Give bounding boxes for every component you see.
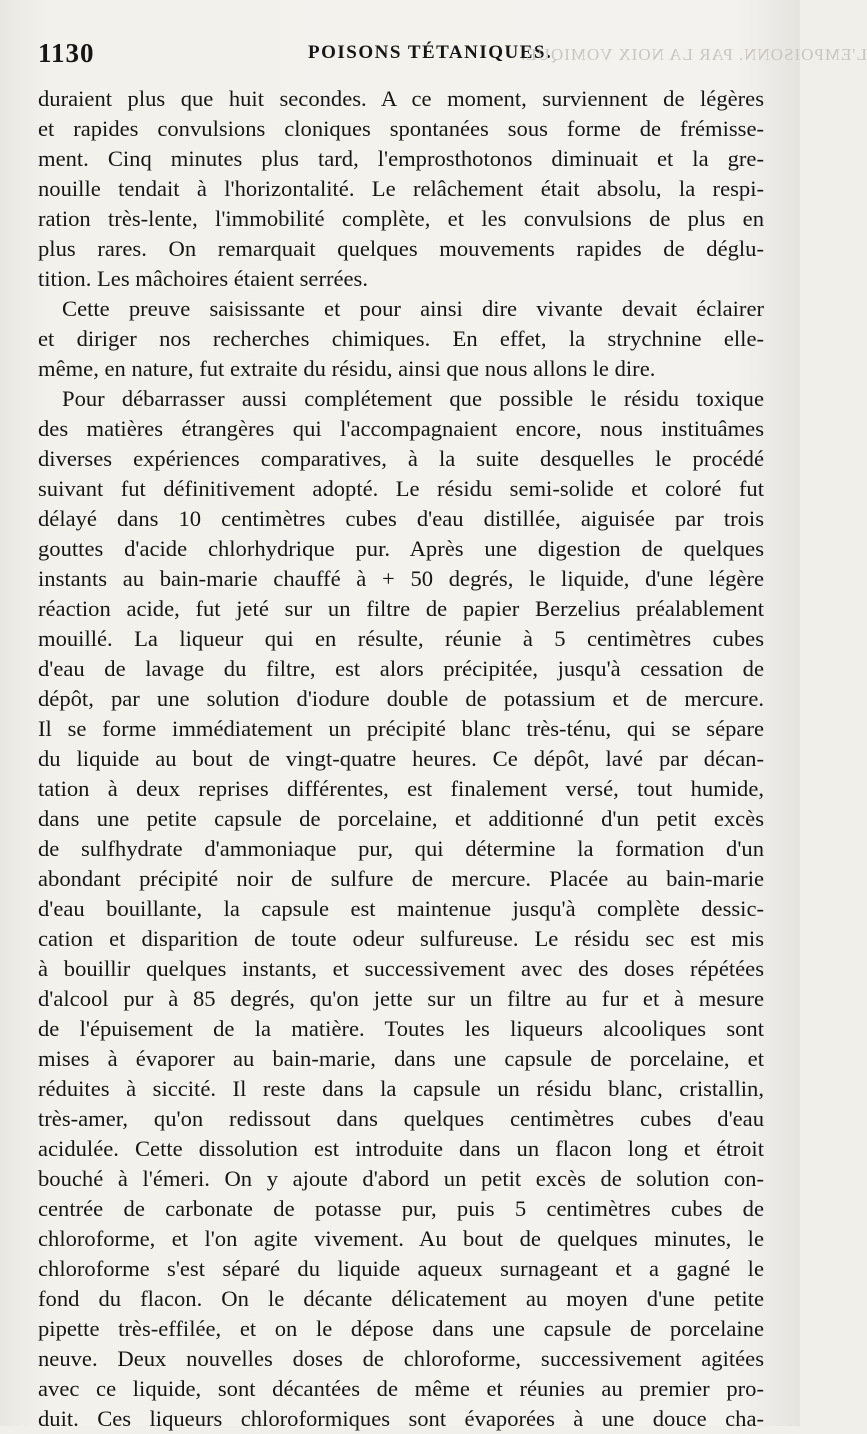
text-line: instants au bain-marie chauffé à + 50 degrés, le liquide, d'une légère [38, 566, 764, 591]
text-line: tation à deux reprises différentes, est finalement versé, tout humide, [38, 776, 764, 801]
text-line: suivant fut définitivement adopté. Le résidu semi-solide et coloré fut [38, 476, 764, 501]
text-line: nouille tendait à l'horizontalité. Le relâchement était absolu, la respi- [38, 176, 764, 201]
text-line: d'eau de lavage du filtre, est alors précipitée, jusqu'à cessation de [38, 656, 764, 681]
text-line: du liquide au bout de vingt-quatre heures. Ce dépôt, lavé par décan- [38, 746, 764, 771]
text-line: et rapides convulsions cloniques spontanées sous forme de frémisse- [38, 116, 764, 141]
body-text [38, 84, 764, 1434]
text-line: délayé dans 10 centimètres cubes d'eau distillée, aiguisée par trois [38, 506, 764, 531]
bleed-through-text: L'EMPOISONN. PAR LA NOIX VOMIQUE. [520, 45, 867, 64]
text-line: d'alcool pur à 85 degrés, qu'on jette sur un filtre au fur et à mesure [38, 986, 764, 1011]
text-line: dépôt, par une solution d'iodure double de potassium et de mercure. [38, 686, 764, 711]
text-line: gouttes d'acide chlorhydrique pur. Après une digestion de quelques [38, 536, 764, 561]
text-line: abondant précipité noir de sulfure de mercure. Placée au bain-marie [38, 866, 764, 891]
text-line: Il se forme immédiatement un précipité blanc très-ténu, qui se sépare [38, 716, 764, 741]
text-line: pipette très-effilée, et on le dépose dans une capsule de porcelaine [38, 1316, 764, 1341]
text-line: duit. Ces liqueurs chloroformiques sont évaporées à une douce cha- [38, 1406, 764, 1431]
text-line: acidulée. Cette dissolution est introduite dans un flacon long et étroit [38, 1136, 764, 1161]
text-line: réaction acide, fut jeté sur un filtre de papier Berzelius préalablement [38, 596, 764, 621]
text-line: ration très-lente, l'immobilité complète, et les convulsions de plus en [38, 206, 764, 231]
text-line: mouillé. La liqueur qui en résulte, réunie à 5 centimètres cubes [38, 626, 764, 651]
text-line: duraient plus que huit secondes. A ce moment, surviennent de légères [38, 86, 764, 111]
text-line: de sulfhydrate d'ammoniaque pur, qui détermine la formation d'un [38, 836, 764, 861]
text-line: à bouillir quelques instants, et successivement avec des doses répétées [38, 956, 764, 981]
running-title: POISONS TÉTANIQUES. [308, 42, 553, 63]
text-line: cation et disparition de toute odeur sulfureuse. Le résidu sec est mis [38, 926, 764, 951]
page-number: 1130 [38, 38, 95, 68]
text-line: plus rares. On remarquait quelques mouvements rapides de déglu- [38, 236, 764, 261]
text-line: fond du flacon. On le décante délicatement au moyen d'une petite [38, 1286, 764, 1311]
text-line: des matières étrangères qui l'accompagnaient encore, nous instituâmes [38, 416, 764, 441]
text-line: centrée de carbonate de potasse pur, puis 5 centimètres cubes de [38, 1196, 764, 1221]
text-line: neuve. Deux nouvelles doses de chloroforme, successivement agitées [38, 1346, 764, 1371]
text-line: dans une petite capsule de porcelaine, et additionné d'un petit excès [38, 806, 764, 831]
text-line: mises à évaporer au bain-marie, dans une capsule de porcelaine, et [38, 1046, 764, 1071]
text-line: chloroforme, et l'on agite vivement. Au bout de quelques minutes, le [38, 1226, 764, 1251]
text-line: d'eau bouillante, la capsule est maintenue jusqu'à complète dessic- [38, 896, 764, 921]
text-line: très-amer, qu'on redissout dans quelques centimètres cubes d'eau [38, 1106, 764, 1131]
text-line: bouché à l'émeri. On y ajoute d'abord un petit excès de solution con- [38, 1166, 764, 1191]
text-line: Pour débarrasser aussi complétement que possible le résidu toxique [62, 386, 764, 411]
text-line: de l'épuisement de la matière. Toutes les liqueurs alcooliques sont [38, 1016, 764, 1041]
text-line: ment. Cinq minutes plus tard, l'emprosthotonos diminuait et la gre- [38, 146, 764, 171]
text-line: diverses expériences comparatives, à la suite desquelles le procédé [38, 446, 764, 471]
text-line: Cette preuve saisissante et pour ainsi dire vivante devait éclairer [62, 296, 764, 321]
text-line: réduites à siccité. Il reste dans la capsule un résidu blanc, cristallin, [38, 1076, 764, 1101]
text-line: même, en nature, fut extraite du résidu, ainsi que nous allons le dire. [38, 356, 656, 381]
text-line: et diriger nos recherches chimiques. En effet, la strychnine elle- [38, 326, 764, 351]
text-line: avec ce liquide, sont décantées de même et réunies au premier pro- [38, 1376, 764, 1401]
text-line: tition. Les mâchoires étaient serrées. [38, 266, 368, 291]
text-line: chloroforme s'est séparé du liquide aqueux surnageant et a gagné le [38, 1256, 764, 1281]
